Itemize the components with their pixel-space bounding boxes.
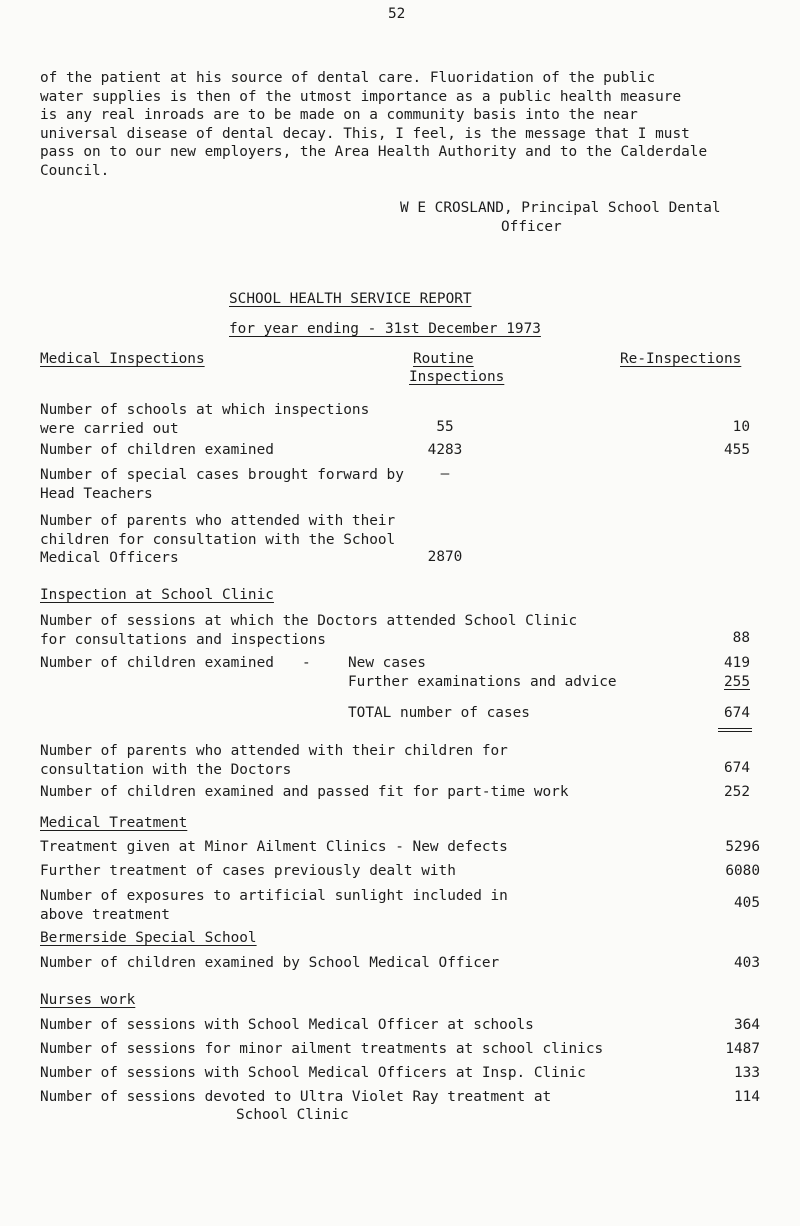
signature-line-2: Officer — [501, 219, 562, 235]
table-row — [40, 512, 395, 568]
cell-value: 1487 — [725, 1041, 760, 1057]
row-label: School Clinic — [236, 1107, 349, 1123]
row-label: above treatment — [40, 906, 170, 923]
page-number: 52 — [388, 6, 406, 22]
cell-value: 405 — [734, 895, 760, 911]
row-label: Number of schools at which inspections — [40, 402, 370, 418]
cell-value: 4283 — [427, 442, 463, 458]
row-label: Number of sessions at which the Doctors attended School Clinic — [40, 613, 578, 629]
cell-value: 674 — [724, 760, 750, 776]
cell-value: 252 — [724, 784, 750, 800]
further-label: Further examinations and advice — [348, 674, 617, 690]
cell-value: 10 — [732, 419, 750, 435]
dash: - — [302, 655, 311, 671]
row-label: were carried out — [40, 420, 179, 437]
row-label: Number of sessions devoted to Ultra Violet Ray treatment at — [40, 1089, 552, 1105]
row-label: consultation with the Doctors — [40, 761, 292, 778]
col-routine-header-2: Inspections — [409, 369, 505, 385]
parttime-label: Number of children examined and passed fit for part-time work — [40, 784, 569, 800]
row-label: Medical Officers — [40, 550, 179, 566]
bermerside-heading: Bermerside Special School — [40, 930, 257, 946]
total-value: 674 — [724, 705, 750, 721]
row-label: Number of children examined by School Medical Officer — [40, 955, 500, 971]
intro-line: is any real inroads are to be made on a community basis into the near — [40, 107, 638, 123]
intro-line: pass on to our new employers, the Area Health Authority and to the Calderdale — [40, 144, 708, 160]
report-subtitle: for year ending - 31st December 1973 — [229, 321, 541, 337]
row-label: for consultations and inspections — [40, 631, 326, 648]
row-label: children for consultation with the School — [40, 531, 396, 548]
cell-value: 403 — [734, 955, 760, 971]
cell-value: 455 — [724, 442, 750, 458]
intro-line: universal disease of dental decay. This, I feel, is the message that I must — [40, 125, 690, 142]
col-reinspections-header: Re-Inspections — [620, 351, 742, 367]
cell-value: 114 — [734, 1089, 760, 1105]
table-row — [40, 466, 404, 503]
row-label: Number of children examined — [40, 442, 274, 458]
row-label: Treatment given at Minor Ailment Clinics - New defects — [40, 839, 508, 855]
cell-value: 133 — [734, 1065, 760, 1081]
report-title: SCHOOL HEALTH SERVICE REPORT — [229, 291, 472, 307]
cell-value: 5296 — [725, 839, 760, 855]
table-row — [40, 401, 369, 438]
cell-value: 2870 — [427, 549, 463, 565]
row-label: Number of sessions for minor ailment treatments at school clinics — [40, 1041, 604, 1057]
cell-value: — — [440, 466, 450, 482]
row-label: Number of special cases brought forward by — [40, 467, 404, 483]
row-label: Number of sessions with School Medical Officer at schools — [40, 1017, 534, 1033]
intro-line: of the patient at his source of dental care. Fluoridation of the public — [40, 70, 656, 86]
cell-value: 6080 — [725, 863, 760, 879]
parents-label — [40, 742, 508, 779]
row-label: Number of parents who attended with their — [40, 513, 396, 529]
col-routine-header: Routine — [413, 351, 474, 367]
cell-value: 88 — [732, 630, 750, 646]
cell-value: 255 — [724, 674, 750, 690]
intro-paragraph — [40, 69, 707, 180]
nurses-heading: Nurses work — [40, 992, 136, 1008]
new-cases-label: New cases — [348, 655, 426, 671]
cell-value: 55 — [436, 419, 454, 435]
medical-inspections-heading: Medical Inspections — [40, 351, 205, 367]
intro-line: water supplies is then of the utmost importance as a public health measure — [40, 88, 682, 105]
signature-line-1: W E CROSLAND, Principal School Dental — [400, 200, 721, 216]
total-label: TOTAL number of cases — [348, 705, 530, 721]
row-label: Head Teachers — [40, 485, 153, 502]
row-label: Number of parents who attended with their children for — [40, 743, 508, 759]
children-examined-label: Number of children examined — [40, 655, 274, 671]
medical-treatment-heading: Medical Treatment — [40, 815, 188, 831]
double-underline — [718, 731, 752, 732]
double-underline — [718, 728, 752, 729]
school-clinic-heading: Inspection at School Clinic — [40, 587, 274, 603]
row-label: Number of sessions with School Medical Officers at Insp. Clinic — [40, 1065, 586, 1081]
cell-value: 364 — [734, 1017, 760, 1033]
cell-value: 419 — [724, 655, 750, 671]
table-row — [40, 887, 508, 924]
intro-line: Council. — [40, 162, 110, 179]
sessions-label — [40, 612, 577, 649]
row-label: Further treatment of cases previously dealt with — [40, 863, 456, 879]
row-label: Number of exposures to artificial sunlight included in — [40, 888, 508, 904]
